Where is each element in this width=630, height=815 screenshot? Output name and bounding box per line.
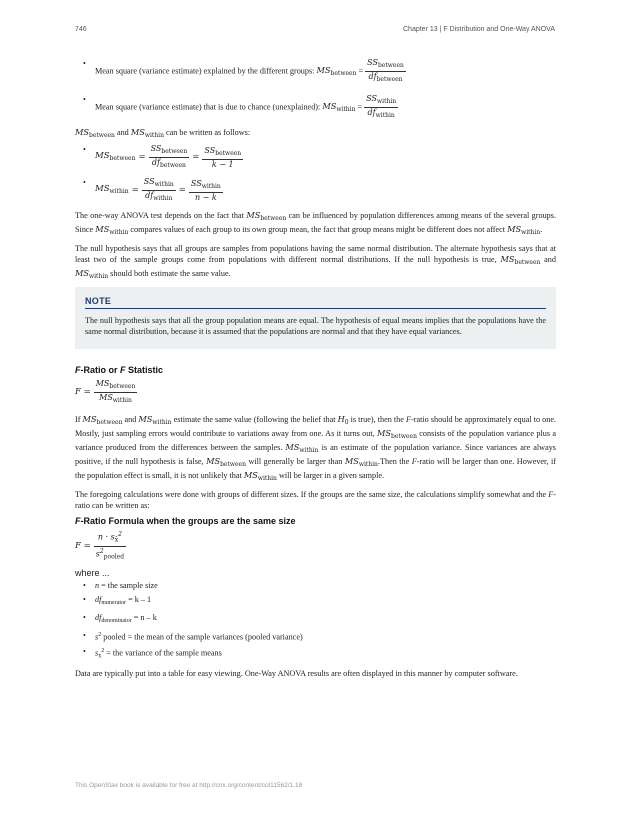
list-item: • $s^2$ pooled = the mean of the sample variances (pooled variance) xyxy=(75,630,556,643)
paragraph-null-hypothesis: The null hypothesis says that all groups are samples from populations having the same normal distribution. The alternate hypothesis says that at least two of the sample groups come from populations with different normal distributions. If the null hypothesis is true, $MS_{between}$ and $MS_{within}$ should both estimate the same value. xyxy=(75,244,556,280)
where-list xyxy=(75,580,556,662)
note-title: NOTE xyxy=(85,296,546,309)
list-item: • $df_{numerator} = k - 1$ xyxy=(75,594,556,609)
mean-square-definitions xyxy=(75,58,556,121)
paragraph-f-ratio-explanation: If $MS_{between}$ and $MS_{within}$ estimate the same value (following the belief that $H_0$ is true), then the F-ratio should be approximately equal to one. Mostly, just sampling errors would contribute to variations away from one. As it turns out, $MS_{between}$ consists of the population variance plus a variance produced from the differences between the samples. $MS_{within}$ is an estimate of the population variance. Since variances are always positive, if the null hypothesis is false, $MS_{between}$ will generally be larger than $MS_{within}.Then$ the F-ratio will be larger than one. However, if the population effect is small, it is not unlikely that $MS_{within}$ will be larger in a given sample. xyxy=(75,414,557,482)
paragraph-anova-depends: The one-way ANOVA test depends on the fact that $MS_{between}$ can be influenced by population differences among means of the several groups. Since $MS_{within}$ compares values of each group to its own group mean, the fact that group means might be different does not affect $MS_{within}$. xyxy=(75,210,556,236)
chapter-title: Chapter 13 | F Distribution and One-Way ANOVA xyxy=(403,26,555,33)
f-ratio-same-size-formula: F = $\frac{n \cdot s_{x̄}^2}{s^2_{pooled}}$ xyxy=(75,531,125,561)
equation-ms-between: • $MS_{between}$ = $\frac{SS_{between}}{df_{between}}$ = $\frac{SS_{between}}{k - 1}$ xyxy=(75,144,556,171)
paragraph-same-size: The foregoing calculations were done with groups of different sizes. If the groups are the same size, the calculations simplify somewhat and the F-ratio can be written as: xyxy=(75,490,556,510)
list-item: • Mean square (variance estimate) explained by the different groups: $MS_{between}$ = $\frac{SS_{between}}{df_{between}}$ xyxy=(75,58,556,85)
list-item: • $df_{denominator} = n - k$ xyxy=(75,612,556,627)
f-ratio-formula: F = $\frac{MS_{between}}{MS_{within}}$ xyxy=(75,379,136,404)
ms-within-fraction: $\frac{SS_{within}}{df_{within}}$ xyxy=(366,94,397,119)
list-item: • n = the sample size xyxy=(75,580,556,591)
equation-ms-within: • $MS_{within}$ = $\frac{SS_{within}}{df_{within}}$ = $\frac{SS_{within}}{n - k}$ xyxy=(75,177,556,204)
list-item: • Mean square (variance estimate) that is due to chance (unexplained): $MS_{within}$ = $\frac{SS_{within}}{df_{within}}$ xyxy=(75,94,556,121)
note-text: The null hypothesis says that all the group population means are equal. The hypothesis of equal means implies that the populations have the same normal distribution, because it is assumed that the populations are normal and that they have equal variances. xyxy=(85,316,546,336)
paragraph-data-table: Data are typically put into a table for easy viewing. One-Way ANOVA results are often displayed in this manner by computer software. xyxy=(75,668,518,678)
note-box xyxy=(75,287,556,349)
page-footer: This OpenStax book is available for free at http://cnx.org/content/col11562/1.18 xyxy=(75,782,303,789)
ms-between-fraction: $\frac{SS_{between}}{df_{between}}$ xyxy=(367,58,404,83)
written-as-line: $MS_{between}$ and $MS_{within}$ can be written as follows: xyxy=(75,127,251,139)
ms-equations xyxy=(75,144,556,204)
section-heading-same-size: F-Ratio Formula when the groups are the same size xyxy=(75,516,296,526)
page-body xyxy=(75,58,556,684)
where-label: where ... xyxy=(75,568,110,579)
section-heading-f-ratio: F-Ratio or F Statistic xyxy=(75,365,164,375)
page-number: 746 xyxy=(75,26,87,33)
list-item: • $s_{x̄}^2$ = the variance of the sample means xyxy=(75,646,556,663)
